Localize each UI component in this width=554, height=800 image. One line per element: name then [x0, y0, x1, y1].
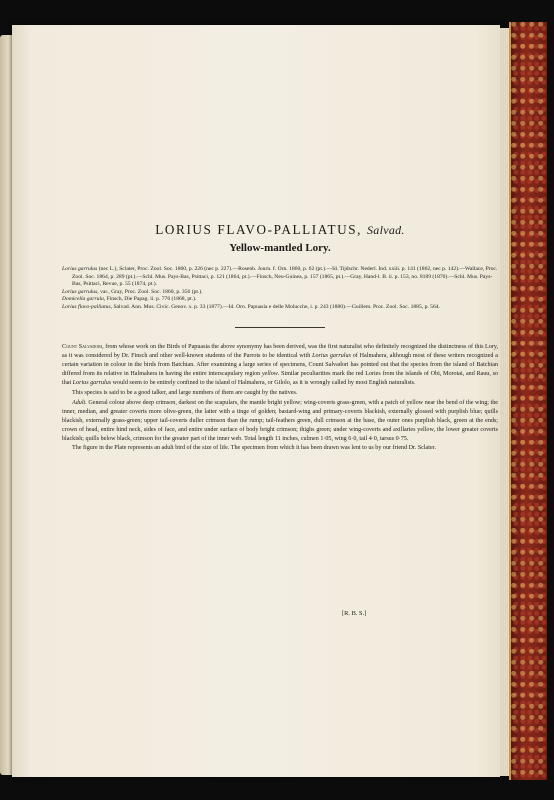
synonym-references: , Salvad. Ann. Mus. Civic. Genov. x. p. 33 (1877).—Id. Orn. Papuasia e delle Molucche, i. p. 243 (1880).—Guillem. Proc. Zool. Soc. 1885, p. 564.: [110, 303, 440, 310]
synonymy-entry: [62, 304, 498, 312]
synonymy-list: [62, 266, 498, 312]
paragraph-habits: This species is said to be a good talker, and large numbers of them are caught by the natives.: [72, 390, 298, 397]
paragraph-plate-note: The figure in the Plate represents an adult bird of the size of life. The specimen from which it has been drawn was lent to us by our friend Dr. Sclater.: [72, 445, 436, 452]
section-divider: [235, 327, 325, 328]
species-title-main: LORIUS FLAVO-PALLIATUS,: [155, 222, 363, 237]
synonym-references: , Finsch, Die Papag. ii. p. 776 (1868, pt.).: [103, 296, 197, 303]
author-signature: [R. B. S.]: [342, 610, 367, 617]
synonym-name: Lorius garrulus: [62, 266, 98, 272]
page-text: [62, 222, 498, 453]
species-name: Lorius garrulus: [312, 352, 351, 359]
paragraph-history: [62, 343, 498, 389]
paragraph-adult-description: [62, 399, 498, 445]
lead-author-name: Count Salvadori: [62, 343, 103, 350]
synonym-name: Lorius flavo-palliatus: [62, 303, 111, 310]
adult-label: Adult.: [72, 399, 87, 406]
synonymy-entry: [62, 296, 498, 304]
paragraph-text: , from whose work on the Birds of Papuasia the above synonymy has been derived, was the first naturalist who definitely recognized the distinctness of this Lory, as it was considered by Dr. Finsch and other well-known students of the Parrots to be identical with: [62, 343, 499, 359]
paragraph-text: would seem to be entirely confined to the island of Halmahera, or Gilolo, as it is wrongly called by most English naturalists.: [111, 380, 416, 387]
marbled-cover-edge: [509, 22, 547, 780]
species-name: Lorius garrulus: [72, 380, 112, 387]
synonymy-entry: [62, 266, 498, 289]
species-title-author: Salvad.: [366, 223, 405, 237]
paragraph-text: General colour above deep crimson, darkest on the scapulars, the mantle bright yellow; wing-coverts grass-green, with a patch of yellow near the bend of the wing; the inner, median, and greater coverts more olive-green, the latter with a tinge of golden; bastard-wing and primary-coverts blackish, externally glossed with purplish blue; quills blackish, externally grass-green; upper tail-coverts duller crimson than the rump; tail-feathers green, dull crimson at the base, the outer ones purplish black, green at the ends; crown of head, entire hind neck, sides of face, and entire under surface of body bright crimson; thighs green; under wing-coverts and axillaries yellow, the lower greater coverts blackish; quills below black, crimson for the greater part of the inner web. Total length 11 inches, culmen 1·05, wing 6·0, tail 4·0, tarsus 0·75.: [62, 399, 498, 443]
paragraph-text: . Similar peculiarities mark the red Lories from the islands of Obi, Morotai, and Rauu, so that: [62, 371, 498, 387]
description-body: [62, 343, 498, 454]
synonym-references: (nec L.), Sclater, Proc. Zool. Soc. 1860, p. 226 (nec p. 227).—Rosenb. Journ. f. Orn. 1860, p. 62 (pt.).—Id. Tijdschr. Nederl. Ind. xxiii. p. 141 (1862, nec p. 142).—Wallace, Proc. Zool. Soc. 1864, p. 289 (pt.).—Schl. Mus. Pays-Bas, Psittaci, p. 121 (1864, pt.).—Finsch, Neu-Guinea, p. 157 (1865, pt.).—Gray, Hand-l. B. ii. p. 153, no. 8189 (1870).—Schl. Mus. Pays-Bas, Psittaci, Revue, p. 55 (1874, pt.).: [72, 266, 498, 288]
species-title: [62, 222, 498, 238]
synonym-name: Lorius garrulus: [62, 288, 98, 295]
synonym-name: Domicella garrula: [62, 296, 104, 303]
common-name-subtitle: Yellow-mantled Lory.: [229, 242, 331, 254]
paragraph-text: of Halmahera, although most of these writers recognized a certain variation in colour in the birds from Batchian. After examining a large series of specimens, Count Salvadori has pointed out that the species from the island of Batchian differed from its relative in Halmahera in having the entire interscapulary region: [62, 352, 498, 378]
emphasis-text: yellow: [261, 371, 278, 378]
synonym-references: , var., Gray, Proc. Zool. Soc. 1860, p. 356 (pt.).: [97, 288, 203, 295]
